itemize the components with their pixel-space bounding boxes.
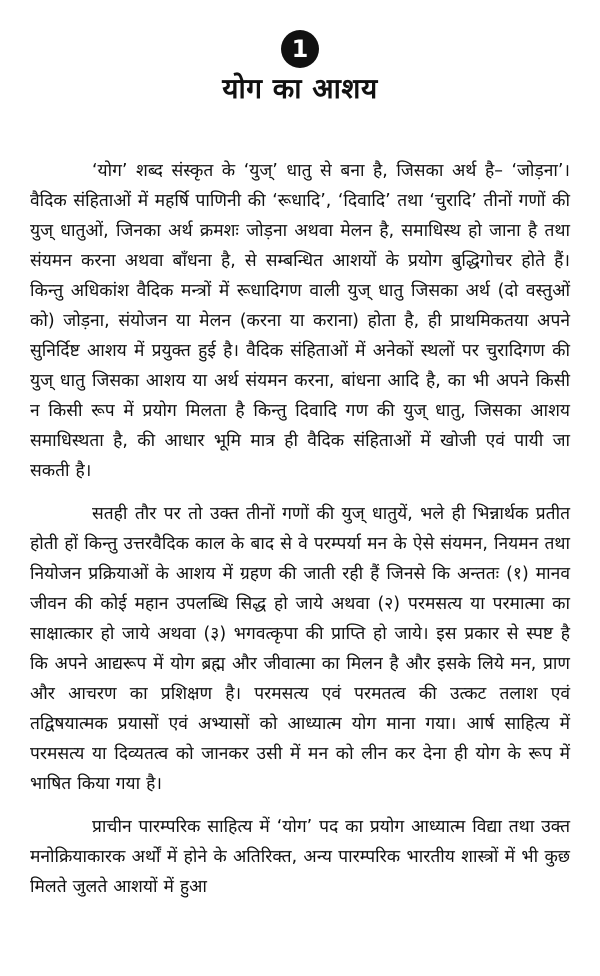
chapter-title: योग का आशय xyxy=(222,72,378,105)
paragraph-3: प्राचीन पारम्परिक साहित्य में ‘योग’ पद का प्रयोग आध्यात्म विद्या तथा उक्त मनोक्रियाकारक अर्थों में होने के अतिरिक्त, अन्य पारम्परिक भारतीय शास्त्रों में भी कुछ मिलते जुलते आशयों में हुआ xyxy=(30,817,570,897)
paragraph-1: ‘योग’ शब्द संस्कृत के ‘युज्’ धातु से बना है, जिसका अर्थ है– ‘जोड़ना’। वैदिक संहिताओं में महर्षि पाणिनी की ‘रूधादि’, ‘दिवादि’ तथा ‘चुरादि’ तीनों गणों की युज् धातुओं, जिनका अर्थ क्रमशः जोड़ना अथवा मेलन है, समाधिस्थ हो जाना है तथा संयमन करना अथवा बाँधना है, से सम्बन्धित आशयों के प्रयोग बुद्धिगोचर होते हैं। किन्तु अधिकांश वैदिक मन्त्रों में रूधादिगण वाली युज् धातु जिसका अर्थ (दो वस्तुओं को) जोड़ना, संयोजन या मेलन (करना या कराना) होता है, ही प्राथमिकतया अपने सुनिर्दिष्ट आशय में प्रयुक्त हुई है। वैदिक संहिताओं में अनेकों स्थलों पर चुरादिगण की युज् धातु जिसका आशय या अर्थ संयमन करना, बांधना आदि है, का भी अपने किसी न किसी रूप में प्रयोग मिलता है किन्तु दिवादि गण की युज् धातु, जिसका आशय समाधिस्थता है, की आधार भूमि मात्र ही वैदिक संहिताओं में खोजी एवं पायी जा सकती है। xyxy=(30,161,570,481)
chapter-number-badge: 1 xyxy=(281,30,319,68)
chapter-body xyxy=(30,156,570,915)
paragraph-2: सतही तौर पर तो उक्त तीनों गणों की युज् धातुयें, भले ही भिन्नार्थक प्रतीत होती हों किन्तु उत्तरवैदिक काल के बाद से वे परम्पर्या मन के ऐसे संयमन, नियमन तथा नियोजन प्रक्रियाओं के आशय में ग्रहण की जाती रही हैं जिनसे कि अन्ततः (१) मानव जीवन की कोई महान उपलब्धि सिद्ध हो जाये अथवा (२) परमसत्य या परमात्मा का साक्षात्कार हो जाये अथवा (३) भगवत्कृपा की प्राप्ति हो जाये। इस प्रकार से स्पष्ट है कि अपने आद्यरूप में योग ब्रह्म और जीवात्मा का मिलन है और इसके लिये मन, प्राण और आचरण का प्रशिक्षण है। परमसत्य एवं परमतत्व की उत्कट तलाश एवं तद्विषयात्मक प्रयासों एवं अभ्यासों को आध्यात्म योग माना गया। आर्ष साहित्य में परमसत्य या दिव्यतत्व को जानकर उसी में मन को लीन कर देना ही योग के रूप में भाषित किया गया है। xyxy=(30,504,570,794)
